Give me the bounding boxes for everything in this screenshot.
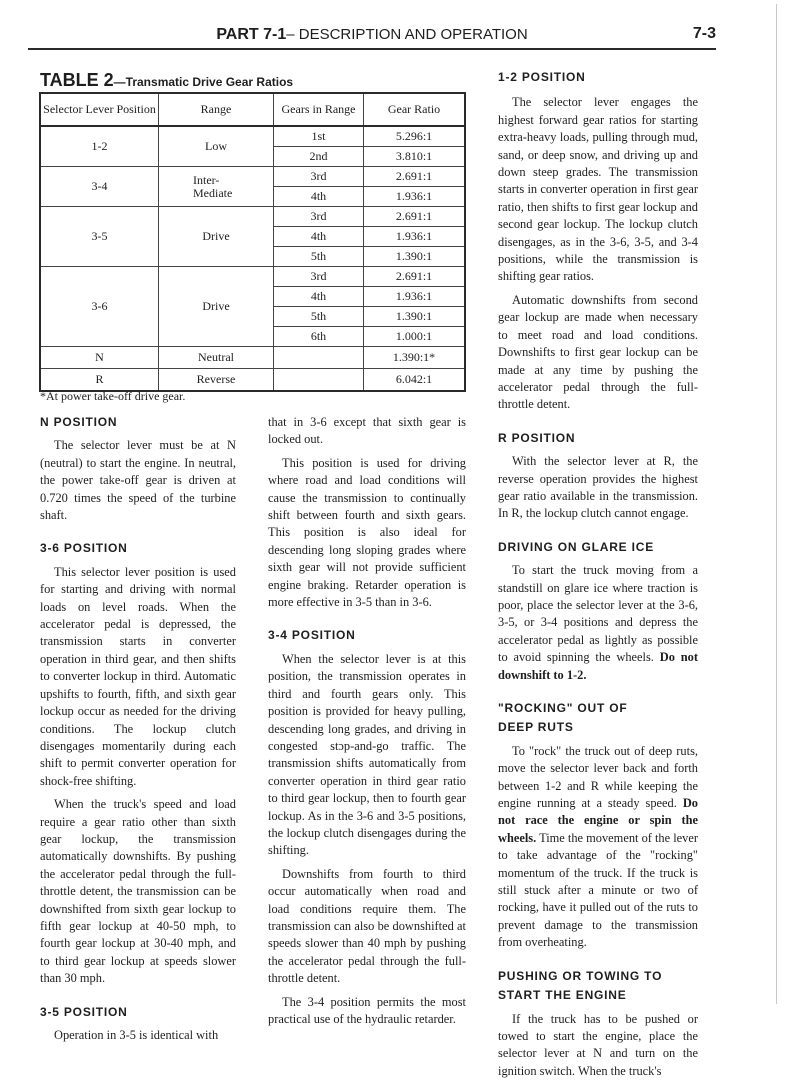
heading-3-5-position: 3-5 POSITION <box>40 1004 128 1019</box>
warning-text: Do not downshift to 1-2. <box>498 650 698 682</box>
table-footnote: *At power take-off drive gear. <box>40 389 186 403</box>
cell-range: Inter- Mediate <box>159 167 274 207</box>
cell-gear: 5th <box>274 307 364 327</box>
cell-ratio: 1.000:1 <box>364 327 466 347</box>
cell-ratio: 2.691:1 <box>364 167 466 187</box>
cell-ratio: 1.390:1 <box>364 307 466 327</box>
heading-r-position: R POSITION <box>498 430 576 445</box>
cell-gear: 3rd <box>274 167 364 187</box>
cell-gear: 1st <box>274 126 364 147</box>
table-row <box>40 347 465 369</box>
heading-glare-ice: DRIVING ON GLARE ICE <box>498 539 655 554</box>
paragraph: If the truck has to be pushed or towed to start the engine, place the selector lever at N and turn on the ignition switch. When the truck's <box>498 1011 698 1078</box>
cell-range: Low <box>159 126 274 167</box>
text-run: Time the movement of the lever to take advantage of the "rocking" momentum of the truck. If the truck is still stuck after a minute or two of rocking, have it pulled out of the ruts to prevent damage to the transmission from overheating. <box>498 830 698 950</box>
col-header-position: Selector Lever Position <box>40 93 159 126</box>
paragraph: The 3-4 position permits the most practical use of the hydraulic retarder. <box>268 994 466 1026</box>
cell-position: 3-4 <box>40 167 159 207</box>
paragraph: When the selector lever is at this position, the transmission operates in third and fourth gears only. This position is provided for heavy pulling, descending long grades, and driving in congested stɔp-and-go traffic. The transmission shifts automatically from converter operation in third gear ratio to third gear lockup, then to fourth gear lockup. As in the 3-6 and 3-5 positions, the lockup clutch disengages during the shifting. <box>268 651 466 858</box>
col-header-ratio: Gear Ratio <box>364 93 466 126</box>
col-header-range: Range <box>159 93 274 126</box>
cell-position: R <box>40 369 159 392</box>
cell-ratio: 5.296:1 <box>364 126 466 147</box>
cell-gear: 4th <box>274 227 364 247</box>
cell-ratio: 1.390:1* <box>364 347 466 369</box>
cell-range: Neutral <box>159 347 274 369</box>
paragraph <box>498 562 698 684</box>
paragraph: Operation in 3-5 is identical with <box>54 1028 219 1042</box>
col-header-gears: Gears in Range <box>274 93 364 126</box>
table-body <box>40 126 465 391</box>
cell-position: 3-5 <box>40 207 159 267</box>
cell-range: Reverse <box>159 369 274 392</box>
table-row <box>40 126 465 147</box>
cell-gear: 5th <box>274 247 364 267</box>
paragraph: This position is used for driving where road and load conditions will cause the transmission to continually shift between fourth and sixth gears. This position is also ideal for descending long sloping grades where sixth gear will not provide sufficient engine braking. Retarder operation is more effective in 3-5 than in 3-6. <box>268 455 466 610</box>
heading-3-4-position: 3-4 POSITION <box>268 628 356 643</box>
cell-gear: 3rd <box>274 267 364 287</box>
table-row <box>40 167 465 187</box>
column-left <box>40 414 236 1050</box>
text-run: To start the truck moving from a standstill on glare ice where traction is poor, place the selector lever at the 3-6, 3-5, or 3-4 positions and depress the accelerator pedal as lightly as possible to avoid spinning the wheels. <box>498 563 698 665</box>
paragraph: The selector lever engages the highest forward gear ratios for starting extra-heavy loads, pulling through mud, sand, or deep snow, and driving up and down steep grades. The transmission starts in converter operation in first gear ratio, then shifts to first gear lockup and second gear lockup. The lockup clutch disengages, as in the 3-6, 3-5, and 3-4 positions, while the transmission is shifting gear ratios. <box>498 95 698 284</box>
paragraph: When the truck's speed and load require a gear ratio other than sixth gear lockup, the transmission automatically downshifts. By pushing the accelerator pedal through the full-throttle detent, the transmission can be downshifted from sixth gear lockup to fifth gear lockup at 40-50 mph, to fourth gear lockup at 30-40 mph, and to third gear lockup at speeds slower than 30 mph. <box>40 797 236 986</box>
warning-text: Do not race the engine or spin the wheels. <box>498 796 698 845</box>
cell-gear: 3rd <box>274 207 364 227</box>
cell-ratio: 6.042:1 <box>364 369 466 392</box>
table-title-label: TABLE 2 <box>40 70 114 90</box>
header-section: – DESCRIPTION AND OPERATION <box>286 26 528 43</box>
table-header-row <box>40 93 465 126</box>
page-header <box>28 22 716 50</box>
cell-ratio: 2.691:1 <box>364 267 466 287</box>
cell-ratio: 2.691:1 <box>364 207 466 227</box>
cell-position: 3-6 <box>40 267 159 347</box>
paragraph: that in 3-6 except that sixth gear is locked out. <box>268 415 466 447</box>
cell-gear <box>274 347 364 369</box>
cell-gear: 2nd <box>274 147 364 167</box>
column-middle <box>268 414 466 1034</box>
table-title-subtitle: —Transmatic Drive Gear Ratios <box>113 75 294 89</box>
heading-3-6-position: 3-6 POSITION <box>40 541 128 556</box>
paragraph: Automatic downshifts from second gear lockup are made when necessary to meet road and load conditions. Downshifts to first gear lockup can be made at any time by pushing the accelerator pedal through the full-throttle detent. <box>498 292 698 412</box>
paragraph: This selector lever position is used for starting and driving with normal loads on level roads. When the accelerator pedal is depressed, the transmission starts in converter operation in third gear, and then shifts to converter lockup in third. Automatic upshifts to fourth, fifth, and sixth gear lockup occur as needed for the driving conditions. The lockup clutch disengages momentarily during each shift to permit converter operation for shock-free shifting. <box>40 564 236 788</box>
table-title <box>40 70 293 91</box>
cell-gear <box>274 369 364 392</box>
cell-position: N <box>40 347 159 369</box>
table-row <box>40 369 465 392</box>
heading-pushing-line2: START THE ENGINE <box>498 988 627 1003</box>
text-run: To "rock" the truck out of deep ruts, move the selector lever back and forth between 1-2 and R while keeping the engine running at a steady speed. <box>498 743 698 811</box>
cell-gear: 6th <box>274 327 364 347</box>
paragraph: The selector lever must be at N (neutral) to start the engine. In neutral, the power take-off gear is driven at 0.720 times the speed of the turbine shaft. <box>40 438 236 523</box>
paragraph: With the selector lever at R, the reverse operation provides the highest gear ratio available in the transmission. In R, the lockup clutch cannot engage. <box>498 454 698 521</box>
table-row <box>40 207 465 227</box>
cell-ratio: 1.936:1 <box>364 227 466 247</box>
cell-gear: 4th <box>274 287 364 307</box>
gear-ratio-table <box>39 92 466 392</box>
heading-pushing-line1: PUSHING OR TOWING TO <box>498 968 663 983</box>
cell-ratio: 1.936:1 <box>364 287 466 307</box>
header-part: PART 7-1 <box>216 26 287 43</box>
cell-position: 1-2 <box>40 126 159 167</box>
cell-ratio: 3.810:1 <box>364 147 466 167</box>
cell-ratio: 1.936:1 <box>364 187 466 207</box>
paragraph: Downshifts from fourth to third occur automatically when road and load conditions require them. The transmission can also be downshifted at speeds slower than 40 mph by pushing the accelerator pedal through the full-throttle detent. <box>268 866 466 986</box>
heading-n-position: N POSITION <box>40 415 118 429</box>
heading-1-2-position: 1-2 POSITION <box>498 70 586 84</box>
page-edge <box>776 4 777 1004</box>
cell-range: Drive <box>159 267 274 347</box>
cell-ratio: 1.390:1 <box>364 247 466 267</box>
column-right <box>498 69 698 1086</box>
header-title <box>28 26 716 44</box>
page-number: 7-3 <box>692 25 716 42</box>
cell-gear: 4th <box>274 187 364 207</box>
heading-rocking-line1: "ROCKING" OUT OF <box>498 701 628 715</box>
table-row <box>40 267 465 287</box>
paragraph <box>498 743 698 952</box>
heading-rocking-line2: DEEP RUTS <box>498 720 574 735</box>
cell-range: Drive <box>159 207 274 267</box>
